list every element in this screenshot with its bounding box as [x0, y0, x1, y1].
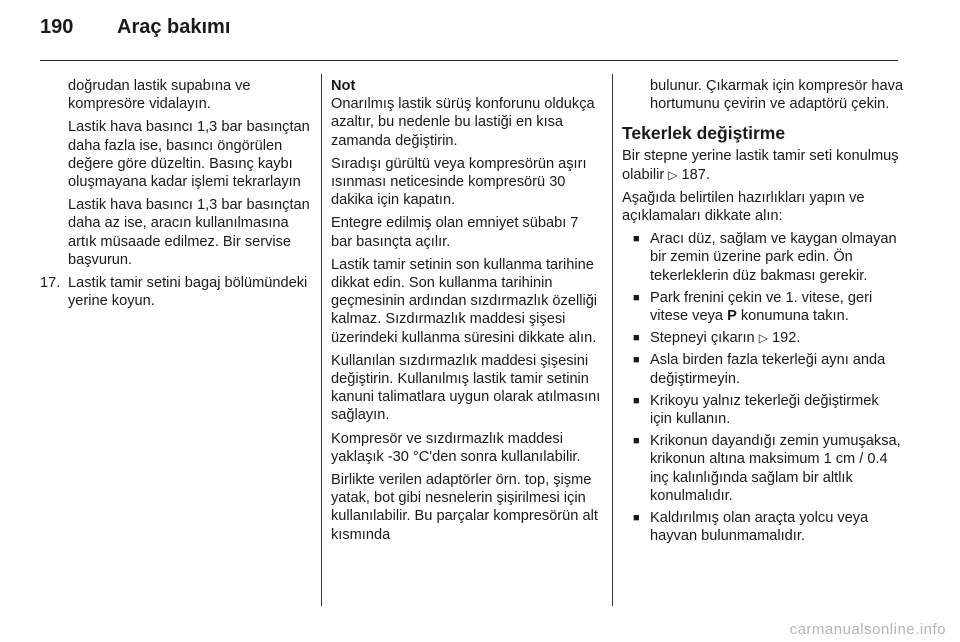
page-header — [0, 0, 960, 60]
bullet-square-icon: ■ — [633, 394, 640, 407]
bullet-square-icon: ■ — [633, 332, 640, 345]
paragraph: Lastik hava basıncı 1,3 bar basınçtan daha fazla ise, basıncı öngörülen değere göre düzeltin. Basınç kaybı oluşmayana kadar işlemi tekrarlayın — [68, 119, 310, 191]
watermark: carmanualsonline.info — [789, 621, 946, 638]
note-paragraph: Sıradışı gürültü veya kompresörün aşırı ısınması neticesinde kompresörü 30 dakika için kapatın. — [331, 155, 587, 209]
bullet-item: ■ Stepneyi çıkarın ▷ 192. — [622, 329, 904, 347]
bullet-item: ■ Aracı düz, sağlam ve kaygan olmayan bir zemin üzerine park edin. Ön tekerleklerin düz bakması gerekir. — [622, 230, 904, 285]
header-rule — [40, 60, 898, 61]
note-paragraph: Lastik tamir setinin son kullanma tarihine dikkat edin. Son kullanma tarihinin geçmesinin ardından sızdırmazlık özelliği kalmaz. Sızdırmazlık maddesi şişesi üzerindeki kullanma süresini dikkate alın. — [331, 256, 598, 346]
note-title: Not — [331, 78, 356, 94]
bullet-square-icon: ■ — [633, 512, 640, 525]
note-paragraph: Entegre edilmiş olan emniyet sübabı 7 bar basınçta açılır. — [331, 215, 579, 250]
bullet-square-icon: ■ — [633, 435, 640, 448]
paragraph: Aşağıda belirtilen hazırlıkları yapın ve açıklamaları dikkate alın: — [622, 189, 865, 225]
bullet-square-icon: ■ — [633, 354, 640, 367]
numbered-step — [40, 274, 312, 310]
section-title: Tekerlek değiştirme — [622, 123, 786, 144]
step-text: Lastik tamir setini bagaj bölümündeki yerine koyun. — [68, 275, 308, 310]
paragraph: Lastik hava basıncı 1,3 bar basınçtan daha az ise, aracın kullanılmasına artık müsaade edilmez. Bir servise başvurun. — [68, 197, 310, 268]
column-right — [622, 77, 904, 549]
page-title: Araç bakımı — [117, 16, 231, 38]
paragraph: bulunur. Çıkarmak için kompresör hava hortumunu çevirin ve adaptörü çekin. — [650, 78, 904, 113]
paragraph: doğrudan lastik supabına ve kompresöre vidalayın. — [68, 78, 251, 113]
bullet-square-icon: ■ — [633, 233, 640, 246]
note-paragraph: Kullanılan sızdırmazlık maddesi şişesini değiştirin. Kullanılmış lastik tamir setinin kanuni talimatlara uygun olarak atılmasını sağlayın. — [331, 352, 601, 424]
bullet-square-icon: ■ — [633, 291, 640, 304]
page-reference-arrow-icon: ▷ — [668, 167, 678, 182]
page-reference-arrow-icon: ▷ — [758, 331, 768, 346]
note-paragraph: Birlikte verilen adaptörler örn. top, şişme yatak, bot gibi nesnelerin şişirilmesi için kullanılabilir. Bu parçalar kompresörün alt kısmında — [331, 472, 598, 543]
column-divider — [612, 74, 613, 606]
paragraph: Bir stepne yerine lastik tamir seti konulmuş olabilir ▷ 187. — [622, 148, 899, 183]
bullet-item: ■ Asla birden fazla tekerleği aynı anda değiştirmeyin. — [622, 351, 904, 387]
bullet-item: ■ Kaldırılmış olan araçta yolcu veya hayvan bulunmamalıdır. — [622, 509, 904, 545]
note-paragraph: Onarılmış lastik sürüş konforunu oldukça azaltır, bu nedenle bu lastiği en kısa zamanda değiştirin. — [331, 96, 595, 149]
page-number: 190 — [40, 16, 74, 38]
column-middle — [331, 77, 603, 549]
step-number: 17. — [40, 275, 61, 292]
page-reference: 187. — [681, 166, 710, 183]
note-paragraph: Kompresör ve sızdırmazlık maddesi yaklaşık -30 °C'den sonra kullanılabilir. — [331, 430, 581, 465]
page-reference: 192. — [772, 330, 801, 347]
bullet-item: ■ Krikoyu yalnız tekerleği değiştirmek için kullanın. — [622, 392, 904, 428]
bullet-item: ■ Krikonun dayandığı zemin yumuşaksa, krikonun altına maksimum 1 cm / 0.4 inç kalınlığında sağlam bir altlık konulmalıdır. — [622, 432, 904, 505]
column-left — [40, 77, 312, 310]
column-divider — [321, 74, 322, 606]
bullet-item: ■ Park frenini çekin ve 1. vitese, geri vitese veya P konumuna takın. — [622, 289, 904, 325]
